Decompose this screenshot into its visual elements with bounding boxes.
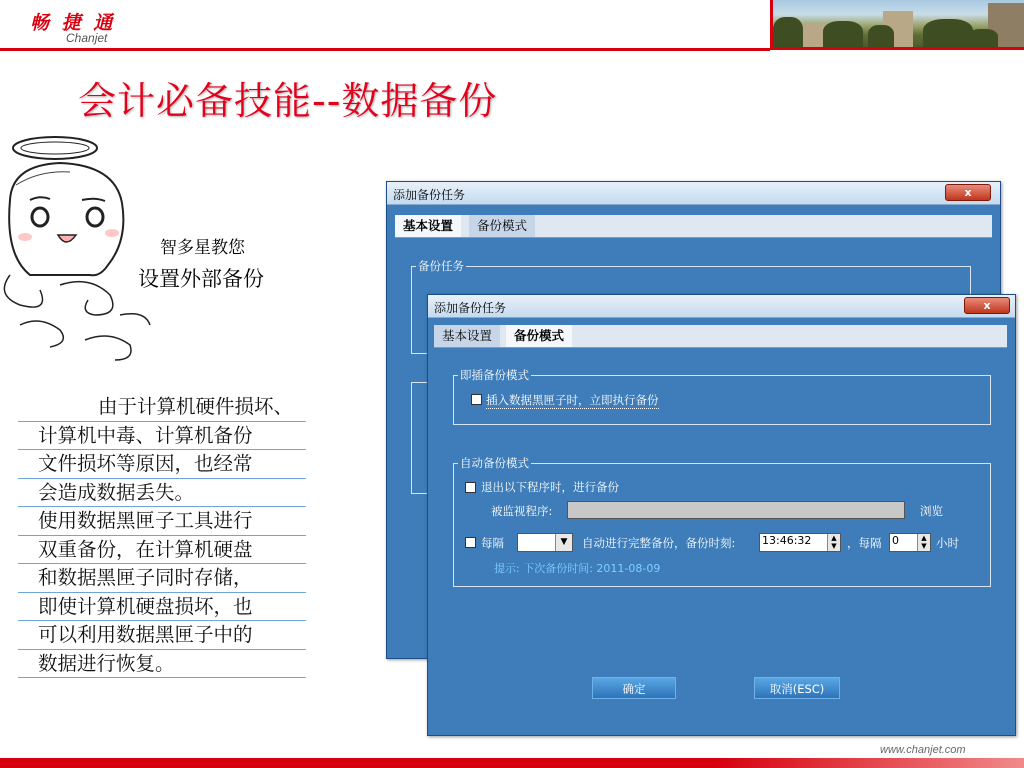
mascot-caption-1: 智多星教您 xyxy=(160,238,245,258)
spin-arrows-icon[interactable]: ▲ ▼ xyxy=(917,534,930,551)
add-backup-task-dialog xyxy=(427,294,1016,736)
paragraph-line: 和数据黑匣子同时存储， xyxy=(18,564,306,593)
back-tab-mode[interactable]: 备份模式 xyxy=(469,215,535,237)
back-group-task-label: 备份任务 xyxy=(418,259,464,273)
next-backup-hint: 提示: 下次备份时间: 2011-08-09 xyxy=(494,562,661,575)
back-dialog-tabstrip xyxy=(395,215,992,238)
mascot-illustration xyxy=(0,125,170,375)
paragraph-line: 会造成数据丢失。 xyxy=(18,479,306,508)
hours-spinner[interactable] xyxy=(889,533,931,552)
every2-label: ，每隔 xyxy=(847,536,882,550)
brand-logo-cn: 畅 捷 通 xyxy=(30,12,116,34)
paragraph-line: 双重备份，在计算机硬盘 xyxy=(18,536,306,565)
back-dialog-titlebar xyxy=(387,182,1000,205)
interval-select[interactable] xyxy=(517,533,573,552)
back-dialog-close-icon[interactable]: x xyxy=(945,184,991,201)
paragraph-line: 可以利用数据黑匣子中的 xyxy=(18,621,306,650)
body-paragraph xyxy=(18,393,328,678)
header-campus-photo xyxy=(770,0,1024,50)
tab-backup-mode[interactable]: 备份模式 xyxy=(506,325,572,347)
dialog-close-icon[interactable]: x xyxy=(964,297,1010,314)
back-dialog-title: 添加备份任务 xyxy=(393,188,466,202)
brand-logo-en: Chanjet xyxy=(66,31,108,45)
paragraph-line: 计算机中毒、计算机备份 xyxy=(18,422,306,451)
tab-basic-settings[interactable]: 基本设置 xyxy=(434,325,500,347)
spin-arrows-icon[interactable]: ▲ ▼ xyxy=(827,534,840,551)
hours-value: 0 xyxy=(892,534,899,547)
group-instant-backup xyxy=(453,368,991,425)
dialog-tabstrip xyxy=(434,325,1007,348)
monitor-program-input[interactable] xyxy=(567,501,905,519)
instant-backup-checkbox[interactable] xyxy=(471,394,482,405)
auto-full-backup-label: 自动进行完整备份，备份时刻: xyxy=(582,536,736,550)
cancel-button[interactable]: 取消(ESC) xyxy=(754,677,840,699)
dialog-titlebar xyxy=(428,295,1015,318)
paragraph-line: 使用数据黑匣子工具进行 xyxy=(18,507,306,536)
group-instant-backup-label: 即插备份模式 xyxy=(460,368,529,382)
monitor-program-label: 被监视程序: xyxy=(491,504,553,518)
paragraph-line: 即使计算机硬盘损坏，也 xyxy=(18,593,306,622)
paragraph-line: 数据进行恢复。 xyxy=(18,650,306,679)
every-label: 每隔 xyxy=(481,536,504,550)
ok-button[interactable]: 确定 xyxy=(592,677,676,699)
exit-program-label: 退出以下程序时，进行备份 xyxy=(481,480,619,494)
group-auto-backup-label: 自动备份模式 xyxy=(460,456,529,470)
header-divider xyxy=(0,48,770,51)
backup-time-value: 13:46:32 xyxy=(762,534,812,547)
every-interval-checkbox[interactable] xyxy=(465,537,476,548)
hours-unit-label: 小时 xyxy=(936,536,959,550)
browse-button[interactable]: 浏览 xyxy=(920,504,943,518)
footer-bar xyxy=(0,758,1024,768)
paragraph-line: 由于计算机硬件损坏、 xyxy=(18,393,306,422)
paragraph-line: 文件损坏等原因，也经常 xyxy=(18,450,306,479)
dialog-title: 添加备份任务 xyxy=(434,301,507,315)
chevron-down-icon[interactable]: ▼ xyxy=(555,534,572,551)
back-tab-basic[interactable]: 基本设置 xyxy=(395,215,461,237)
mascot-caption-2: 设置外部备份 xyxy=(138,267,264,291)
group-auto-backup xyxy=(453,456,991,587)
page-title: 会计必备技能--数据备份 xyxy=(78,79,498,123)
backup-time-spinner[interactable] xyxy=(759,533,841,552)
footer-url: www.chanjet.com xyxy=(880,744,966,756)
instant-backup-option-label: 插入数据黑匣子时，立即执行备份 xyxy=(486,393,659,407)
exit-program-checkbox[interactable] xyxy=(465,482,476,493)
